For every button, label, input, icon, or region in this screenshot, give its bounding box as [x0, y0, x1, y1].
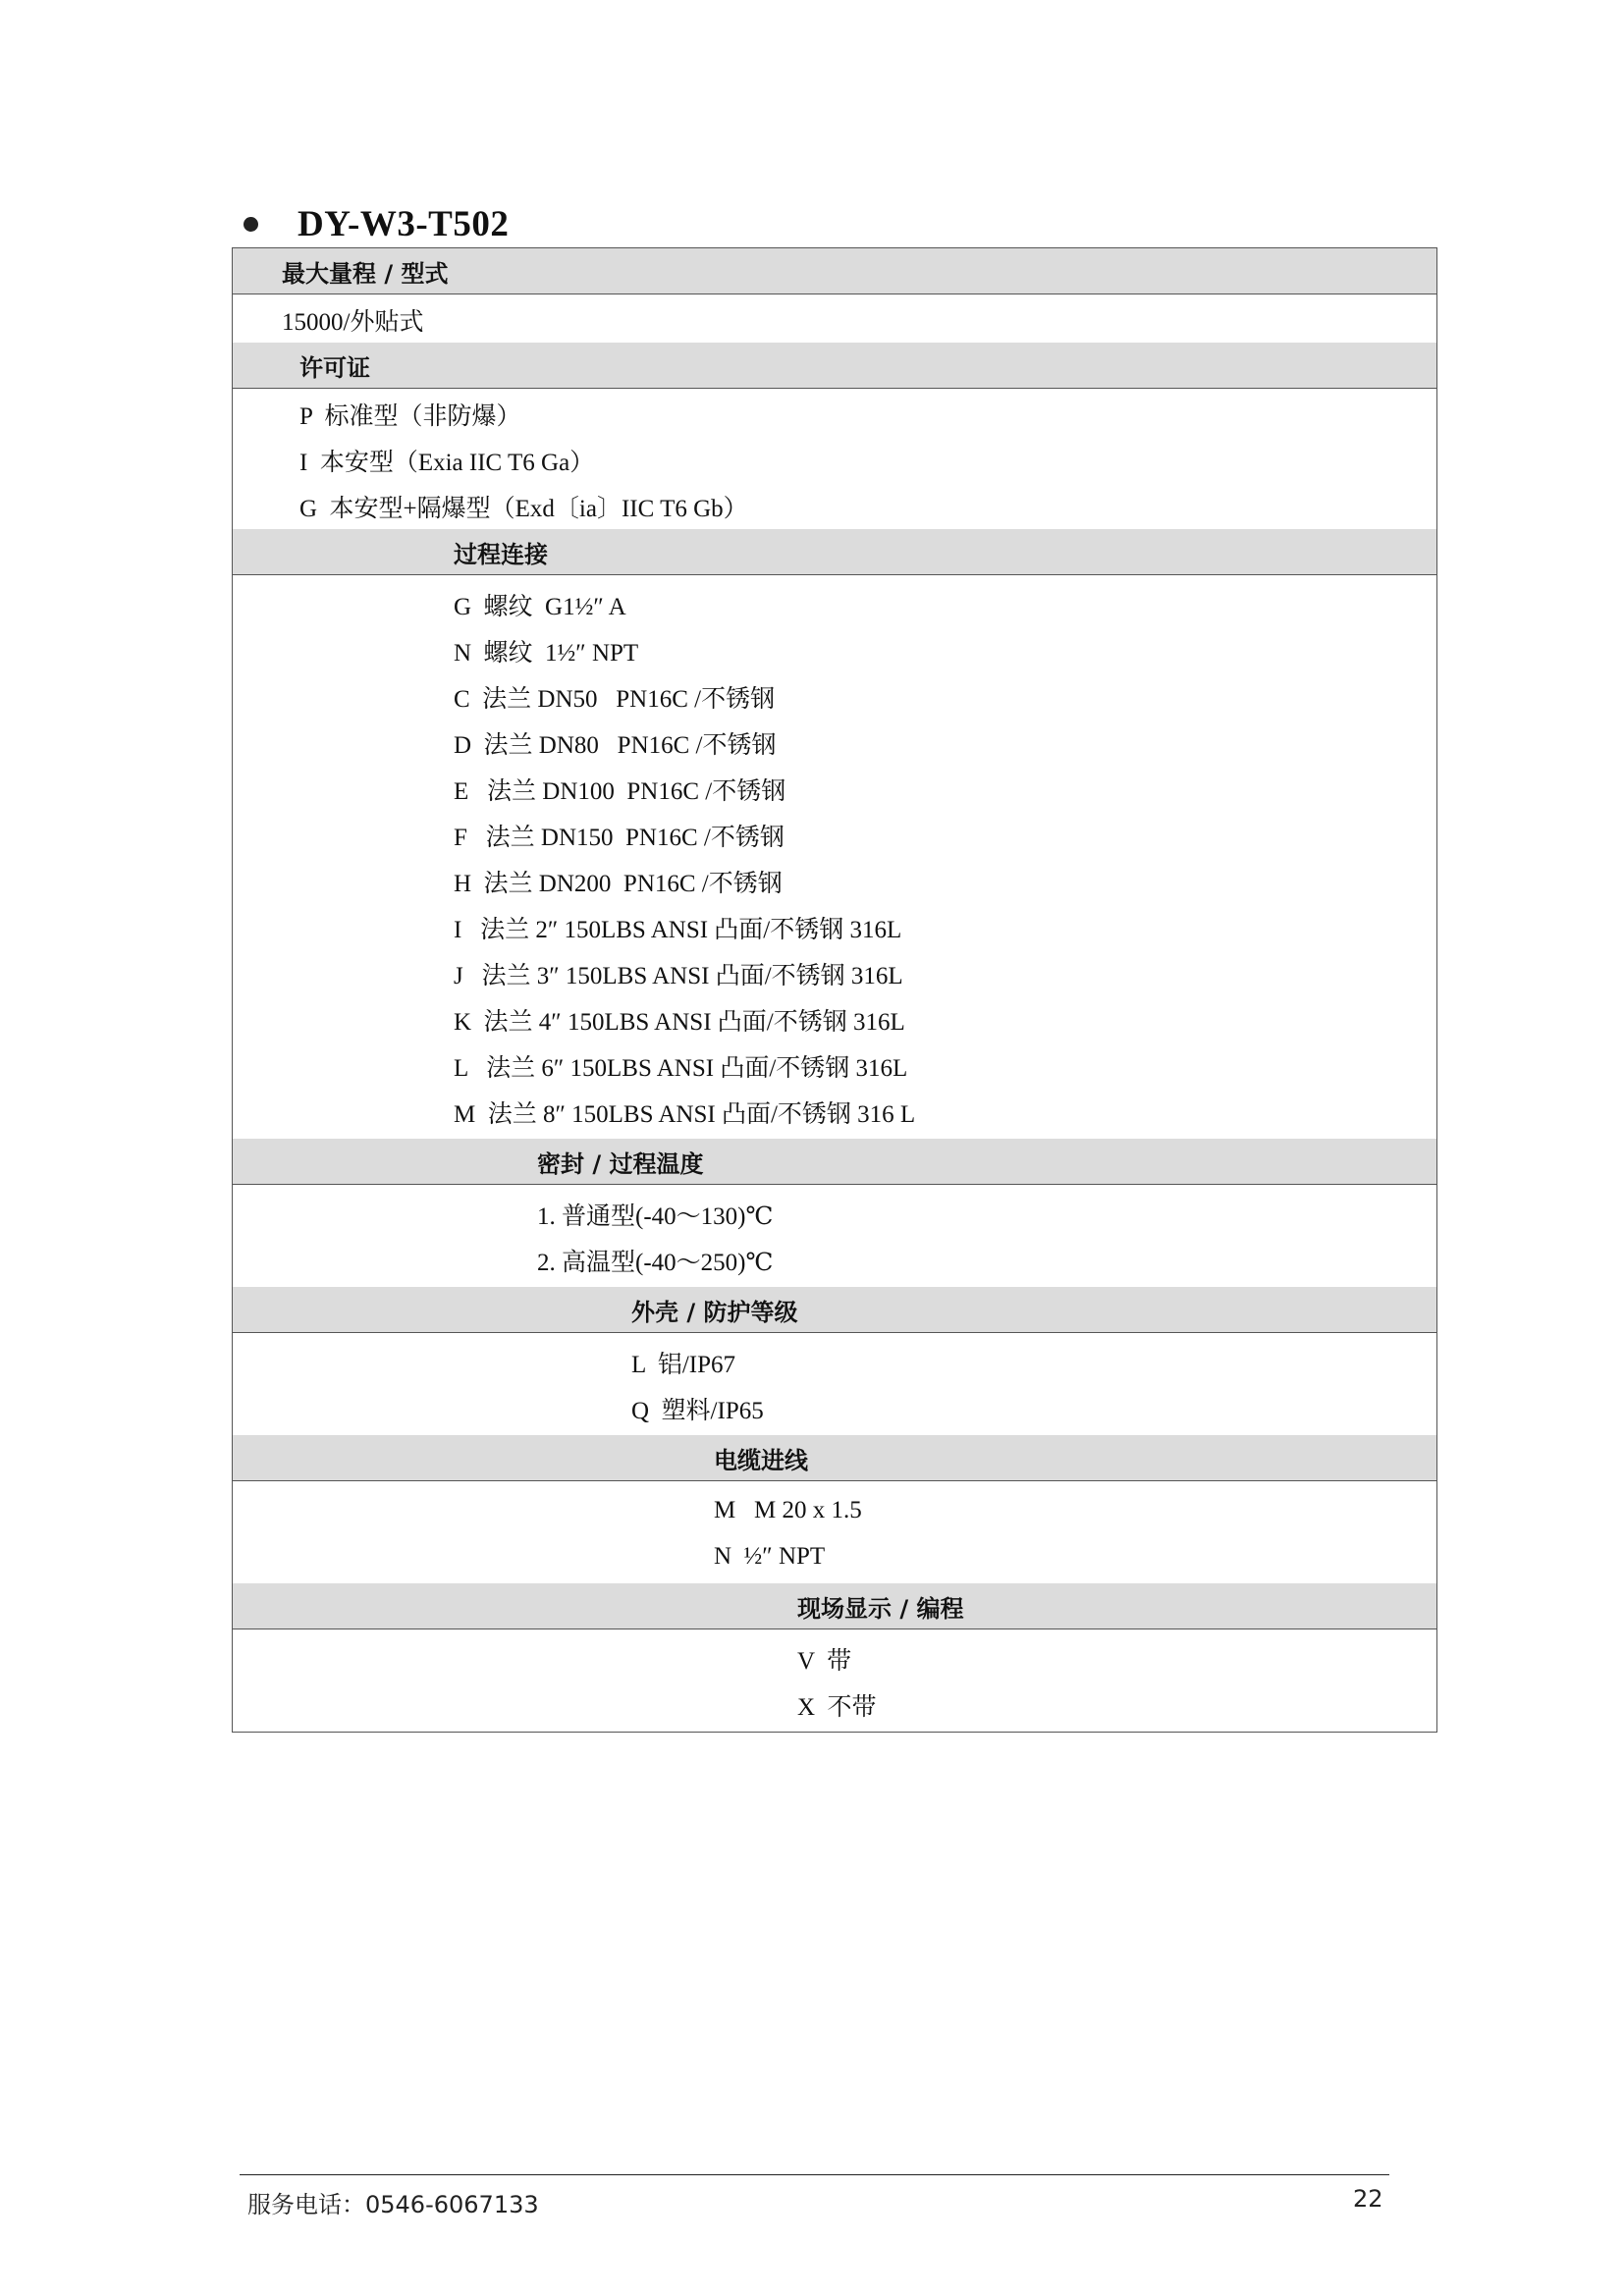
option-row: 15000/外贴式	[282, 308, 424, 336]
section-body	[233, 294, 1436, 343]
option-row: 2. 高温型(-40～250)℃	[537, 1249, 774, 1276]
section-header: 现场显示 / 编程	[233, 1583, 1436, 1629]
footer-phone: 服务电话：0546-6067133	[247, 2191, 539, 2218]
option-row: M 法兰 8″ 150LBS ANSI 凸面/不锈钢 316 L	[454, 1100, 916, 1128]
option-row: H 法兰 DN200 PN16C /不锈钢	[454, 870, 783, 897]
option-row: N ½″ NPT	[714, 1542, 826, 1570]
option-row: E 法兰 DN100 PN16C /不锈钢	[454, 777, 786, 805]
section-header: 电缆进线	[233, 1435, 1436, 1481]
section-header: 许可证	[233, 343, 1436, 389]
option-row: M M 20 x 1.5	[714, 1496, 862, 1523]
option-row: 1. 普通型(-40～130)℃	[537, 1202, 774, 1230]
option-row: V 带	[797, 1647, 852, 1675]
option-row: K 法兰 4″ 150LBS ANSI 凸面/不锈钢 316L	[454, 1008, 905, 1036]
section-header: 过程连接	[233, 529, 1436, 575]
bullet-icon	[244, 217, 258, 232]
section-body	[233, 575, 1436, 1139]
option-row: Q 塑料/IP65	[631, 1397, 764, 1424]
section-license	[233, 343, 1436, 529]
selection-table	[232, 247, 1437, 1733]
page-number: 22	[1353, 2185, 1383, 2213]
option-row: I 法兰 2″ 150LBS ANSI 凸面/不锈钢 316L	[454, 916, 902, 943]
option-row: G 螺纹 G1½″ A	[454, 593, 626, 620]
section-header: 外壳 / 防护等级	[233, 1287, 1436, 1333]
section-body	[233, 389, 1436, 529]
option-row: N 螺纹 1½″ NPT	[454, 639, 639, 667]
option-row: J 法兰 3″ 150LBS ANSI 凸面/不锈钢 316L	[454, 962, 903, 989]
section-body	[233, 1333, 1436, 1435]
section-process-connection	[233, 529, 1436, 1139]
option-row: F 法兰 DN150 PN16C /不锈钢	[454, 824, 785, 851]
option-row: L 铝/IP67	[631, 1351, 736, 1378]
section-housing-protection	[233, 1287, 1436, 1435]
option-row: L 法兰 6″ 150LBS ANSI 凸面/不锈钢 316L	[454, 1054, 908, 1082]
section-max-range	[233, 248, 1436, 343]
option-row: P 标准型（非防爆）	[299, 402, 521, 430]
option-row: D 法兰 DN80 PN16C /不锈钢	[454, 731, 777, 759]
section-cable-entry	[233, 1435, 1436, 1583]
section-header: 密封 / 过程温度	[233, 1139, 1436, 1185]
option-row: G 本安型+隔爆型（Exd〔ia〕IIC T6 Gb）	[299, 495, 748, 522]
footer-divider	[240, 2174, 1389, 2175]
section-body	[233, 1185, 1436, 1287]
option-row: C 法兰 DN50 PN16C /不锈钢	[454, 685, 776, 713]
option-row: X 不带	[797, 1693, 877, 1721]
section-display-programming	[233, 1583, 1436, 1732]
model-title: DY-W3-T502	[298, 203, 510, 244]
section-header: 最大量程 / 型式	[233, 248, 1436, 294]
section-body	[233, 1629, 1436, 1732]
section-seal-temperature	[233, 1139, 1436, 1287]
model-heading	[244, 196, 509, 251]
option-row: I 本安型（Exia IIC T6 Ga）	[299, 449, 595, 476]
section-body	[233, 1481, 1436, 1583]
